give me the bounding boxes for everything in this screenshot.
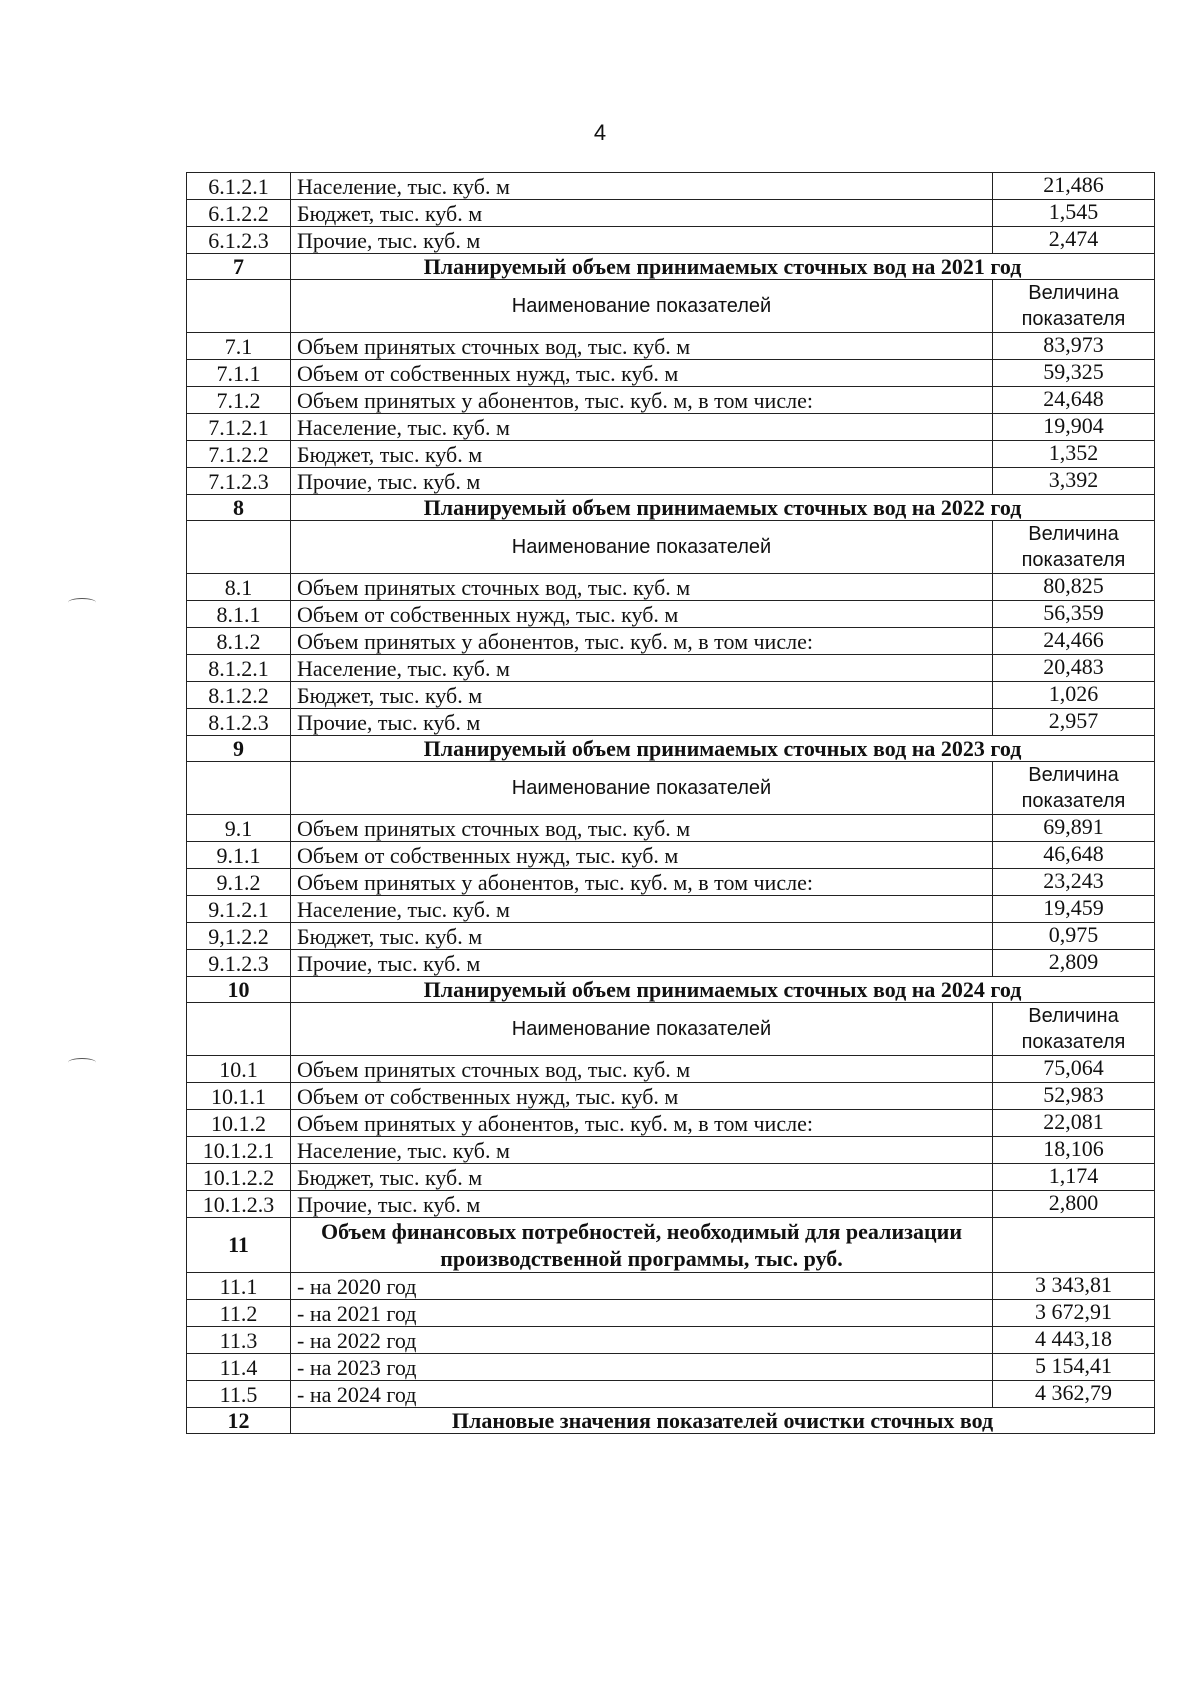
row-value: 80,825 <box>993 574 1155 601</box>
section-number: 8 <box>187 495 291 521</box>
table-row <box>187 468 1155 495</box>
row-number: 8.1.1 <box>187 601 291 628</box>
row-value: 2,474 <box>993 227 1155 254</box>
header-empty <box>187 762 291 815</box>
row-number: 11.1 <box>187 1273 291 1300</box>
table-row <box>187 1354 1155 1381</box>
row-number: 11.2 <box>187 1300 291 1327</box>
row-label: Бюджет, тыс. куб. м <box>291 200 993 227</box>
row-label: Бюджет, тыс. куб. м <box>291 923 993 950</box>
row-label: Объем принятых сточных вод, тыс. куб. м <box>291 574 993 601</box>
table-row <box>187 709 1155 736</box>
row-label: - на 2022 год <box>291 1327 993 1354</box>
row-label: - на 2021 год <box>291 1300 993 1327</box>
section-row <box>187 977 1155 1003</box>
table-row <box>187 1273 1155 1300</box>
row-number: 9.1.2 <box>187 869 291 896</box>
row-label: Население, тыс. куб. м <box>291 173 993 200</box>
row-number: 11.4 <box>187 1354 291 1381</box>
row-label: Объем принятых сточных вод, тыс. куб. м <box>291 333 993 360</box>
section-title: Плановые значения показателей очистки сточных вод <box>291 1408 1155 1434</box>
table-row <box>187 1381 1155 1408</box>
table-row <box>187 387 1155 414</box>
section-value-empty <box>993 1218 1155 1273</box>
row-value: 24,648 <box>993 387 1155 414</box>
row-number: 7.1.2 <box>187 387 291 414</box>
indicators-table <box>186 172 1154 1434</box>
row-value: 18,106 <box>993 1137 1155 1164</box>
row-value: 59,325 <box>993 360 1155 387</box>
header-value: Величина показателя <box>993 280 1155 333</box>
row-label: Объем от собственных нужд, тыс. куб. м <box>291 842 993 869</box>
row-number: 6.1.2.2 <box>187 200 291 227</box>
row-number: 9,1.2.2 <box>187 923 291 950</box>
row-label: Объем принятых у абонентов, тыс. куб. м, в том числе: <box>291 1110 993 1137</box>
column-header-row <box>187 1003 1155 1056</box>
row-label: Прочие, тыс. куб. м <box>291 950 993 977</box>
row-value: 0,975 <box>993 923 1155 950</box>
row-value: 3 672,91 <box>993 1300 1155 1327</box>
table-row <box>187 896 1155 923</box>
row-number: 11.3 <box>187 1327 291 1354</box>
header-empty <box>187 1003 291 1056</box>
table-row <box>187 601 1155 628</box>
table-row <box>187 227 1155 254</box>
table-row <box>187 950 1155 977</box>
row-number: 8.1.2.1 <box>187 655 291 682</box>
row-value: 20,483 <box>993 655 1155 682</box>
row-value: 19,904 <box>993 414 1155 441</box>
page-number: 4 <box>593 120 607 145</box>
row-number: 8.1.2.3 <box>187 709 291 736</box>
row-label: - на 2020 год <box>291 1273 993 1300</box>
row-value: 83,973 <box>993 333 1155 360</box>
row-label: Объем принятых у абонентов, тыс. куб. м, в том числе: <box>291 628 993 655</box>
section-row <box>187 736 1155 762</box>
header-empty <box>187 280 291 333</box>
table-row <box>187 333 1155 360</box>
row-label: Объем принятых сточных вод, тыс. куб. м <box>291 1056 993 1083</box>
table-row <box>187 1137 1155 1164</box>
table-row <box>187 1164 1155 1191</box>
section-row <box>187 1408 1155 1434</box>
table-row <box>187 574 1155 601</box>
section-number: 9 <box>187 736 291 762</box>
scan-mark <box>68 598 96 607</box>
row-number: 7.1.2.1 <box>187 414 291 441</box>
row-label: Объем от собственных нужд, тыс. куб. м <box>291 1083 993 1110</box>
header-value: Величина показателя <box>993 521 1155 574</box>
row-value: 23,243 <box>993 869 1155 896</box>
row-label: Бюджет, тыс. куб. м <box>291 441 993 468</box>
table-row <box>187 869 1155 896</box>
section-title: Планируемый объем принимаемых сточных вод на 2021 год <box>291 254 1155 280</box>
section-row <box>187 495 1155 521</box>
table-row <box>187 923 1155 950</box>
row-value: 69,891 <box>993 815 1155 842</box>
row-label: Прочие, тыс. куб. м <box>291 709 993 736</box>
row-number: 10.1.1 <box>187 1083 291 1110</box>
header-name: Наименование показателей <box>291 1003 993 1056</box>
row-label: Прочие, тыс. куб. м <box>291 468 993 495</box>
row-value: 4 362,79 <box>993 1381 1155 1408</box>
table-row <box>187 441 1155 468</box>
table-row <box>187 842 1155 869</box>
section-title: Объем финансовых потребностей, необходимый для реализации производственной программы, тыс. руб. <box>291 1218 993 1273</box>
table-row <box>187 414 1155 441</box>
row-value: 52,983 <box>993 1083 1155 1110</box>
header-empty <box>187 521 291 574</box>
column-header-row <box>187 762 1155 815</box>
table-row <box>187 628 1155 655</box>
table-row <box>187 1056 1155 1083</box>
table-row <box>187 1083 1155 1110</box>
row-label: Объем принятых у абонентов, тыс. куб. м, в том числе: <box>291 387 993 414</box>
table-row <box>187 1300 1155 1327</box>
section-title: Планируемый объем принимаемых сточных вод на 2022 год <box>291 495 1155 521</box>
row-value: 4 443,18 <box>993 1327 1155 1354</box>
section-row <box>187 1218 1155 1273</box>
scan-mark <box>68 1058 96 1067</box>
header-value: Величина показателя <box>993 762 1155 815</box>
header-name: Наименование показателей <box>291 762 993 815</box>
row-value: 56,359 <box>993 601 1155 628</box>
section-title: Планируемый объем принимаемых сточных вод на 2023 год <box>291 736 1155 762</box>
row-number: 9.1.2.3 <box>187 950 291 977</box>
section-number: 7 <box>187 254 291 280</box>
row-number: 9.1.1 <box>187 842 291 869</box>
row-label: Бюджет, тыс. куб. м <box>291 1164 993 1191</box>
row-number: 6.1.2.3 <box>187 227 291 254</box>
row-value: 19,459 <box>993 896 1155 923</box>
column-header-row <box>187 280 1155 333</box>
table-row <box>187 173 1155 200</box>
section-title: Планируемый объем принимаемых сточных вод на 2024 год <box>291 977 1155 1003</box>
row-value: 24,466 <box>993 628 1155 655</box>
section-number: 12 <box>187 1408 291 1434</box>
row-value: 2,800 <box>993 1191 1155 1218</box>
row-value: 21,486 <box>993 173 1155 200</box>
table-row <box>187 1327 1155 1354</box>
row-label: - на 2024 год <box>291 1381 993 1408</box>
row-label: Объем от собственных нужд, тыс. куб. м <box>291 360 993 387</box>
row-value: 75,064 <box>993 1056 1155 1083</box>
row-number: 10.1.2 <box>187 1110 291 1137</box>
row-number: 9.1 <box>187 815 291 842</box>
table-row <box>187 200 1155 227</box>
section-number: 11 <box>187 1218 291 1273</box>
row-value: 3,392 <box>993 468 1155 495</box>
row-value: 1,545 <box>993 200 1155 227</box>
row-label: Население, тыс. куб. м <box>291 1137 993 1164</box>
table-row <box>187 655 1155 682</box>
section-number: 10 <box>187 977 291 1003</box>
row-label: Прочие, тыс. куб. м <box>291 227 993 254</box>
row-value: 2,957 <box>993 709 1155 736</box>
row-number: 8.1.2 <box>187 628 291 655</box>
column-header-row <box>187 521 1155 574</box>
row-label: Население, тыс. куб. м <box>291 896 993 923</box>
row-label: - на 2023 год <box>291 1354 993 1381</box>
row-value: 22,081 <box>993 1110 1155 1137</box>
row-number: 7.1.1 <box>187 360 291 387</box>
row-value: 5 154,41 <box>993 1354 1155 1381</box>
row-number: 8.1.2.2 <box>187 682 291 709</box>
table-row <box>187 815 1155 842</box>
row-value: 1,352 <box>993 441 1155 468</box>
row-value: 1,174 <box>993 1164 1155 1191</box>
row-number: 10.1.2.2 <box>187 1164 291 1191</box>
row-number: 7.1 <box>187 333 291 360</box>
header-value: Величина показателя <box>993 1003 1155 1056</box>
row-number: 9.1.2.1 <box>187 896 291 923</box>
header-name: Наименование показателей <box>291 521 993 574</box>
row-value: 3 343,81 <box>993 1273 1155 1300</box>
row-label: Население, тыс. куб. м <box>291 414 993 441</box>
row-label: Объем принятых у абонентов, тыс. куб. м, в том числе: <box>291 869 993 896</box>
row-label: Бюджет, тыс. куб. м <box>291 682 993 709</box>
table-row <box>187 1110 1155 1137</box>
row-number: 8.1 <box>187 574 291 601</box>
row-number: 7.1.2.2 <box>187 441 291 468</box>
row-number: 10.1.2.1 <box>187 1137 291 1164</box>
row-value: 1,026 <box>993 682 1155 709</box>
row-number: 7.1.2.3 <box>187 468 291 495</box>
table-row <box>187 360 1155 387</box>
row-label: Население, тыс. куб. м <box>291 655 993 682</box>
row-value: 2,809 <box>993 950 1155 977</box>
table-row <box>187 1191 1155 1218</box>
row-label: Объем принятых сточных вод, тыс. куб. м <box>291 815 993 842</box>
section-row <box>187 254 1155 280</box>
row-label: Прочие, тыс. куб. м <box>291 1191 993 1218</box>
table-row <box>187 682 1155 709</box>
row-number: 10.1.2.3 <box>187 1191 291 1218</box>
row-number: 6.1.2.1 <box>187 173 291 200</box>
row-value: 46,648 <box>993 842 1155 869</box>
row-number: 11.5 <box>187 1381 291 1408</box>
row-number: 10.1 <box>187 1056 291 1083</box>
row-label: Объем от собственных нужд, тыс. куб. м <box>291 601 993 628</box>
header-name: Наименование показателей <box>291 280 993 333</box>
